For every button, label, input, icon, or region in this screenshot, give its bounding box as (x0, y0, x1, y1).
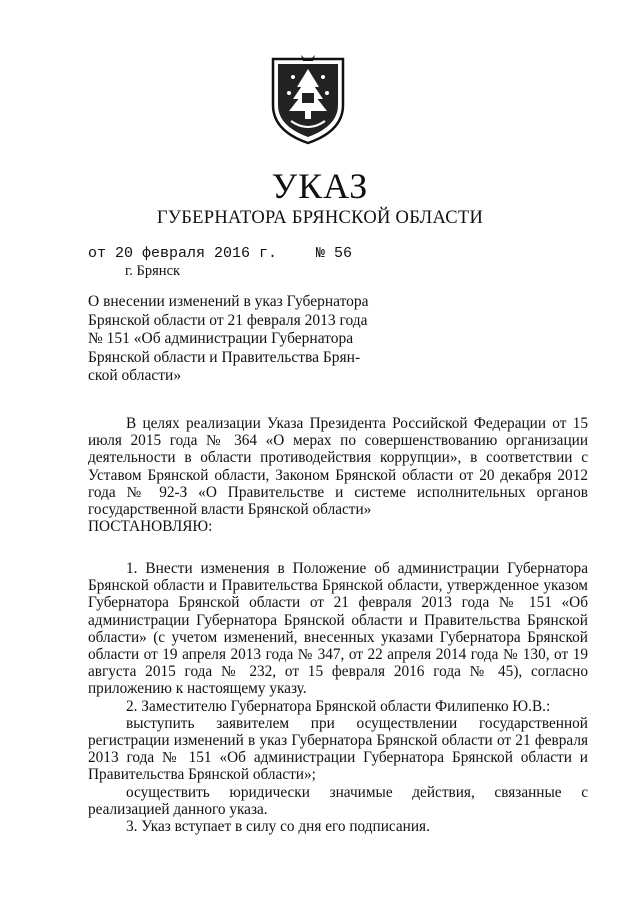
item-2a: выступить заявителем при осуществлении государственной регистрации изменений в указ Губернатора Брянской области от 21 февраля 2013 года № 151 «Об администрации Губернатора Брянской области и Правительства Брянской области»; (88, 714, 588, 784)
subject-line: Брянской области от 21 февраля 2013 года (88, 311, 368, 329)
document-subtitle: ГУБЕРНАТОРА БРЯНСКОЙ ОБЛАСТИ (156, 208, 484, 228)
subject-line: № 151 «Об администрации Губернатора (88, 330, 354, 347)
subject-line: ской области» (88, 367, 182, 384)
decree-word: ПОСТАНОВЛЯЮ: (88, 518, 213, 536)
item-2b: осуществить юридически значимые действия, связанные с реализацией данного указа. (88, 783, 588, 818)
document-subject (88, 293, 373, 386)
subject-line: Брянской области и Правительства Брян- (88, 348, 361, 366)
bryansk-coat-of-arms-icon (271, 53, 345, 145)
document-title: УКАЗ (271, 166, 369, 206)
document-date: от 20 февраля 2016 г. (88, 245, 278, 262)
document-number: № 56 (316, 245, 353, 262)
item-2: 2. Заместителю Губернатора Брянской области Филипенко Ю.В.: (126, 697, 551, 715)
item-1: 1. Внести изменения в Положение об администрации Губернатора Брянской области и Правительства Брянской области, утвержденное указом Губернатора Брянской области от 21 февраля 2013 года № 151 «Об администрации Губернатора Брянской области и Правительства Брянской области» (с учетом изменений, внесенных указами Губернатора Брянской области от 19 апреля 2013 года № 347, от 22 апреля 2014 года № 130, от 19 августа 2015 года № 232, от 15 февраля 2016 года № 45), согласно приложению к настоящему указу. (88, 560, 588, 698)
subject-line: О внесении изменений в указ Губернатора (88, 293, 369, 310)
item-3: 3. Указ вступает в силу со дня его подписания. (126, 818, 430, 836)
document-meta (88, 245, 352, 263)
decree-items (88, 560, 588, 835)
preamble-block (88, 415, 588, 535)
preamble-paragraph: В целях реализации Указа Президента Российской Федерации от 15 июля 2015 года № 364 «О мерах по совершенствованию организации деятельности в области противодействия коррупции», в соответствии с Уставом Брянской области, Законом Брянской области от 20 декабря 2012 года № 92-З «О Правительстве и системе исполнительных органов государственной власти Брянской области» (88, 415, 588, 519)
document-city: г. Брянск (125, 263, 181, 279)
